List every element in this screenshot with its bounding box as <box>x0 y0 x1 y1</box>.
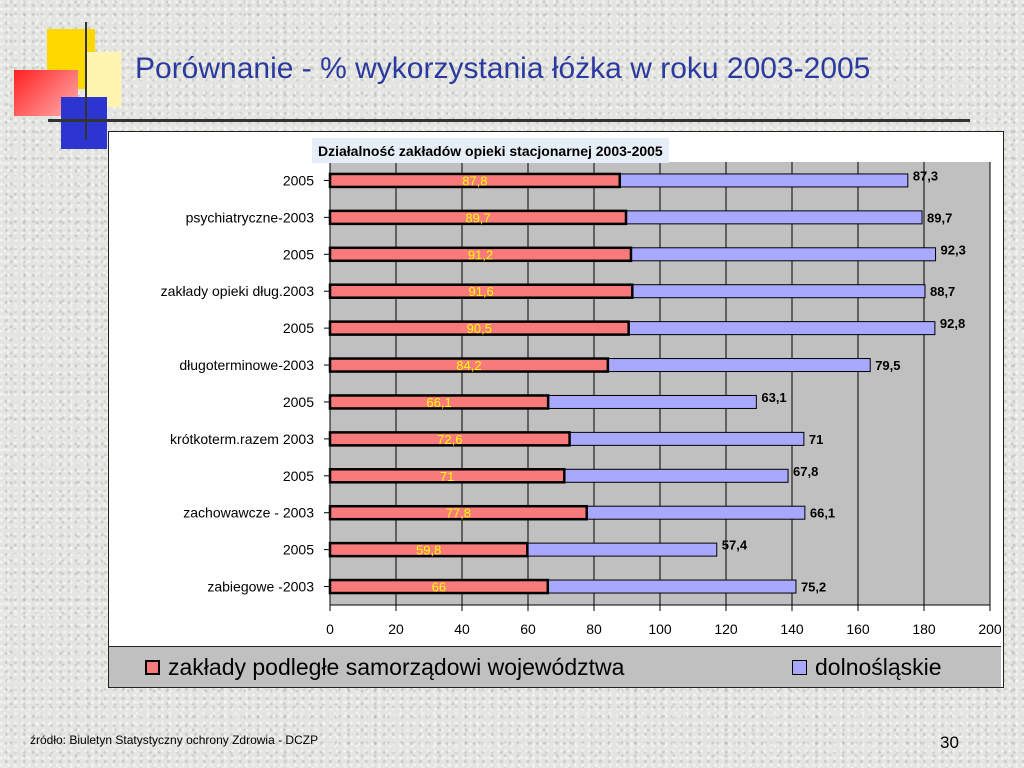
data-label-series1: 59,8 <box>416 542 442 558</box>
data-label-series2: 57,4 <box>721 537 748 553</box>
data-label-series2: 71 <box>808 431 824 447</box>
chart-title: Działalność zakładów opieki stacjonarnej 2003-2005 <box>312 138 669 163</box>
category-label: krótkoterm.razem 2003 <box>170 430 314 447</box>
legend-swatch-series2 <box>792 660 807 675</box>
bar-series2 <box>564 469 788 482</box>
x-tick-label: 160 <box>846 621 870 637</box>
page-number: 30 <box>940 733 959 752</box>
data-label-series1: 71 <box>439 468 455 484</box>
bar-series2 <box>548 395 756 408</box>
x-tick-label: 40 <box>454 621 470 637</box>
data-label-series2: 87,3 <box>912 168 939 184</box>
x-tick-label: 100 <box>648 621 672 637</box>
slide-title: Porównanie - % wykorzystania łóżka w roku 2003-2005 <box>135 52 871 85</box>
x-tick-label: 180 <box>912 621 936 637</box>
category-label: długoterminowe-2003 <box>179 357 314 374</box>
legend-label-series2: dolnośląskie <box>815 653 942 680</box>
bar-series2 <box>527 543 716 556</box>
data-label-series1: 89,7 <box>465 210 491 226</box>
category-label: 2005 <box>282 393 314 410</box>
data-label-series1: 66,1 <box>426 394 452 410</box>
category-label: zabiegowe -2003 <box>207 578 314 595</box>
legend-item-series2 <box>792 654 942 681</box>
footer-source: źródło: Biuletyn Statystyczny ochrony Zdrowia - DCZP <box>30 733 319 747</box>
data-label-series1: 66 <box>431 579 447 595</box>
data-label-series2: 89,7 <box>927 210 953 226</box>
data-label-series2: 66,1 <box>809 505 836 521</box>
data-label-series2: 63,1 <box>761 389 787 405</box>
category-label: psychiatryczne-2003 <box>185 209 314 226</box>
x-tick-label: 120 <box>714 621 738 637</box>
bar-series2 <box>570 432 804 445</box>
bar-series2 <box>626 211 922 224</box>
legend <box>109 646 1001 687</box>
data-label-series2: 92,3 <box>940 242 966 258</box>
data-label-series1: 72,6 <box>437 431 463 447</box>
data-label-series1: 87,8 <box>462 173 488 189</box>
category-label: 2005 <box>282 541 314 558</box>
bar-series2 <box>629 322 935 335</box>
data-label-series1: 90,5 <box>466 321 492 337</box>
data-label-series2: 75,2 <box>800 579 827 595</box>
bar-series2 <box>620 174 908 187</box>
legend-swatch-series1 <box>145 660 160 675</box>
category-label: zakłady opieki dług.2003 <box>160 283 314 300</box>
legend-label-series1: zakłady podległe samorządowi województwa <box>168 653 625 680</box>
category-label: 2005 <box>282 320 314 337</box>
bar-series2 <box>631 248 936 261</box>
bar-series2 <box>548 580 796 593</box>
data-label-series2: 88,7 <box>929 284 956 300</box>
x-tick-label: 60 <box>520 621 536 637</box>
x-tick-label: 140 <box>780 621 804 637</box>
category-label: 2005 <box>282 172 314 189</box>
data-label-series1: 84,2 <box>456 358 482 374</box>
category-label: zachowawcze - 2003 <box>183 504 314 521</box>
bar-series2 <box>587 506 805 519</box>
data-label-series2: 79,5 <box>875 358 901 374</box>
legend-item-series1 <box>145 654 624 681</box>
data-label-series1: 91,6 <box>468 284 494 300</box>
data-label-series1: 77,8 <box>445 505 472 521</box>
x-tick-label: 200 <box>978 621 1002 637</box>
data-label-series1: 91,2 <box>467 247 494 263</box>
bar-series2 <box>608 359 870 372</box>
category-label: 2005 <box>282 467 314 484</box>
data-label-series2: 67,8 <box>793 463 819 479</box>
category-label: 2005 <box>282 246 314 263</box>
bar-series2 <box>632 285 925 298</box>
x-tick-label: 80 <box>586 621 602 637</box>
x-tick-label: 0 <box>326 621 334 637</box>
x-tick-label: 20 <box>388 621 404 637</box>
data-label-series2: 92,8 <box>939 316 966 332</box>
